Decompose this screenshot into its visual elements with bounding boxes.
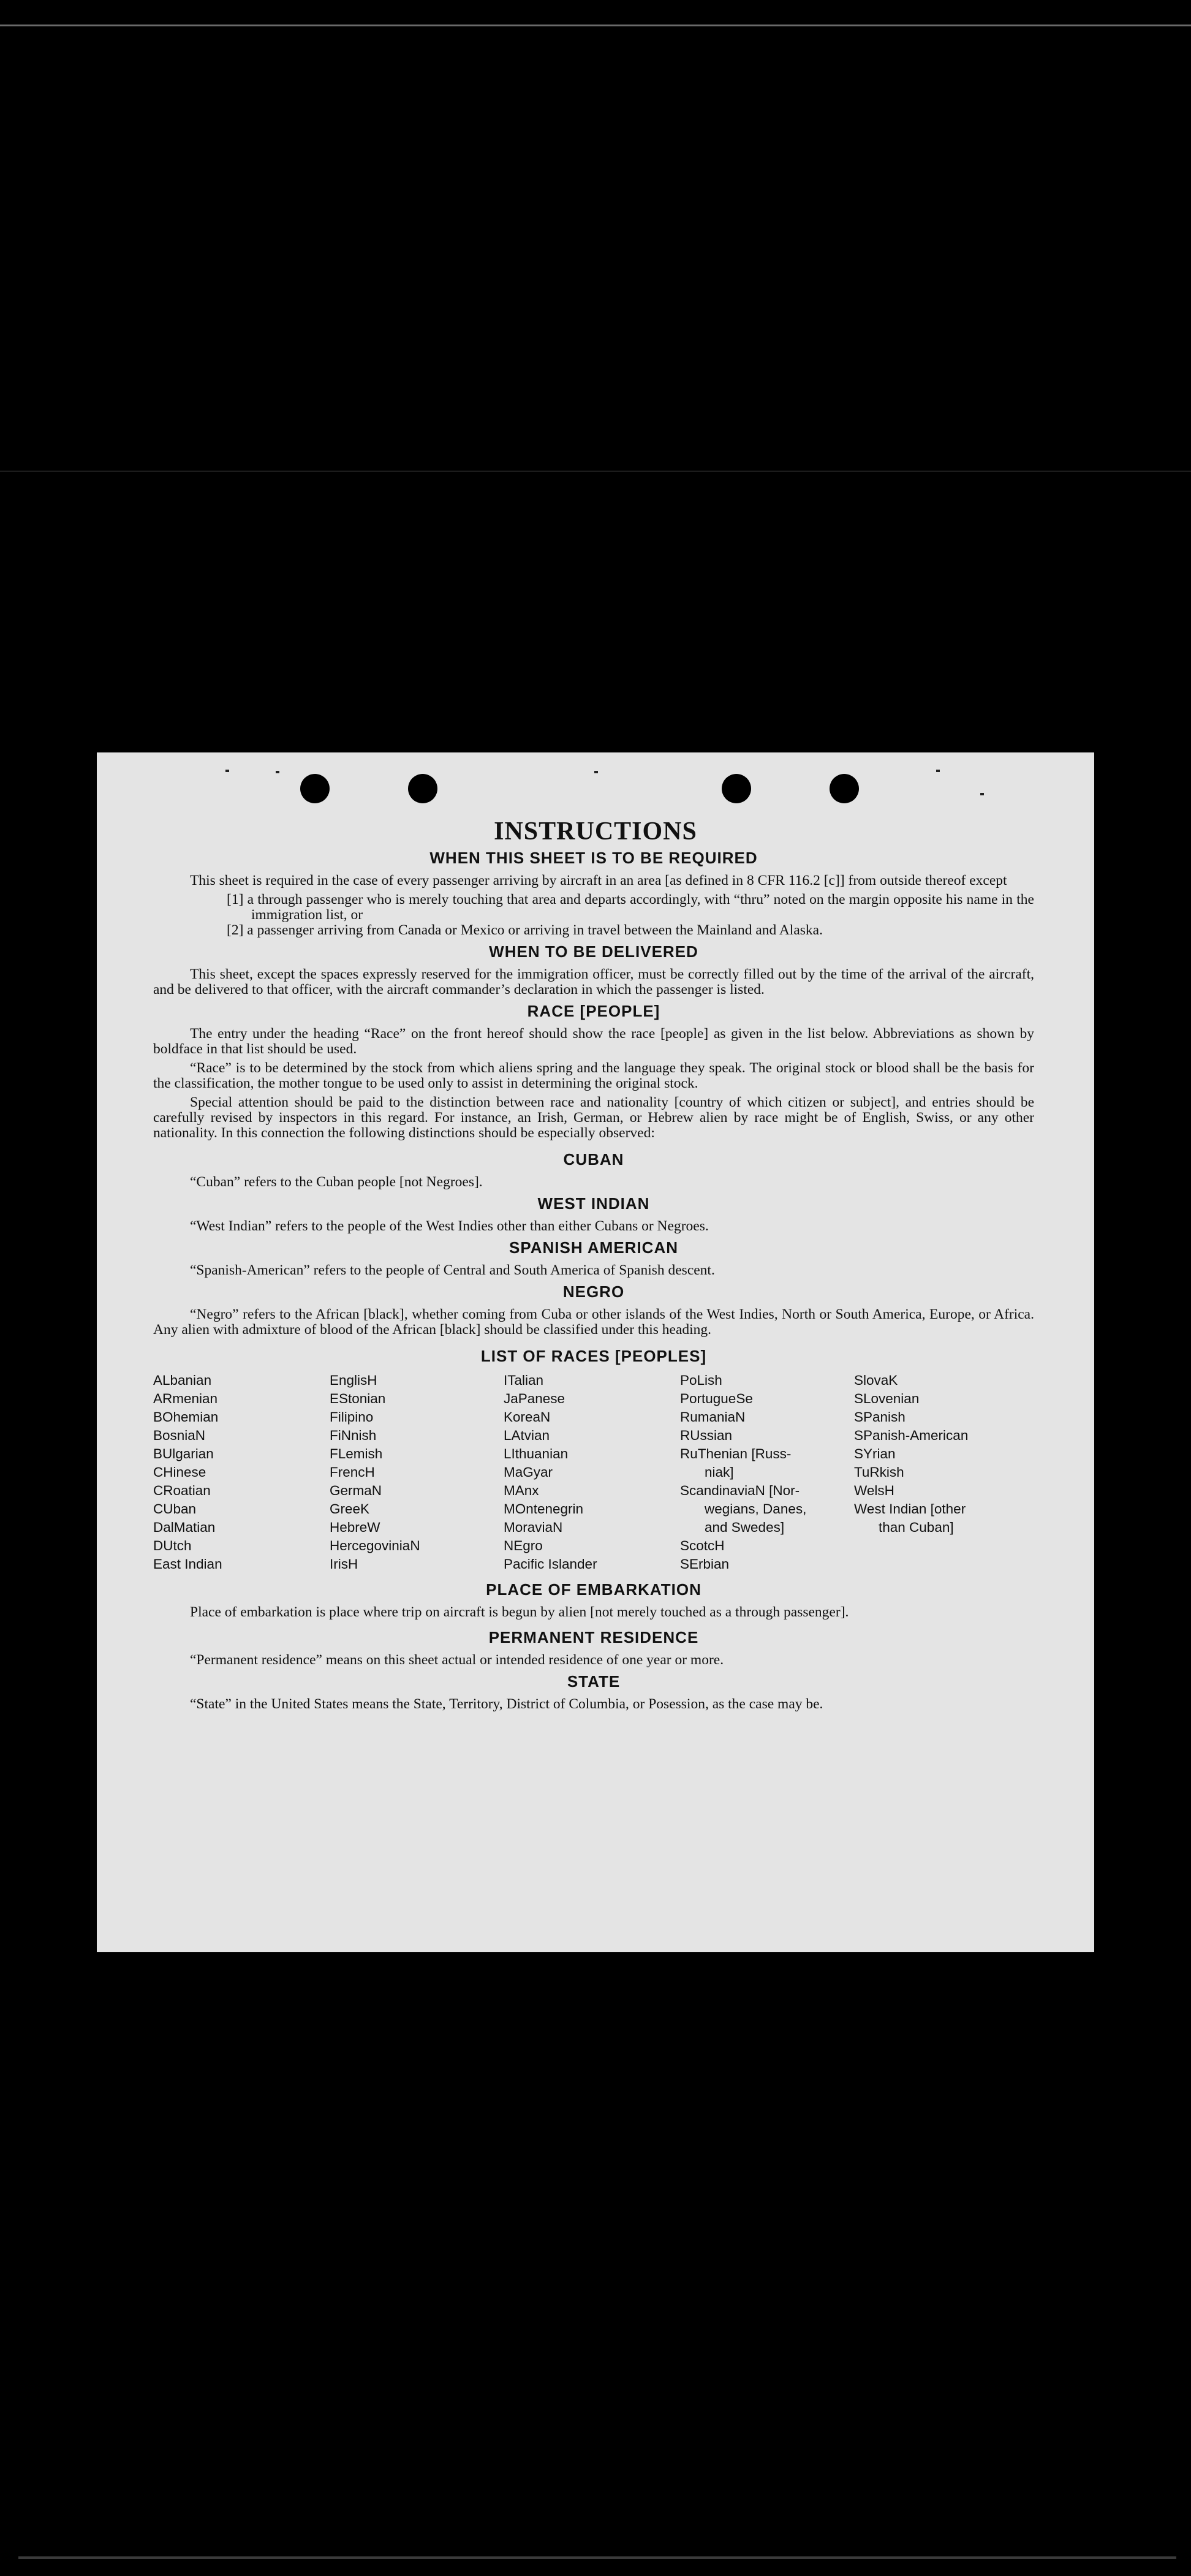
race-entry: TuRkish bbox=[854, 1464, 904, 1480]
section-heading-races-list: LIST OF RACES [PEOPLES] bbox=[480, 1347, 707, 1365]
west-indian-text: “West Indian” refers to the people of the West Indies other than either Cubans or Negroes. bbox=[190, 1218, 709, 1234]
section-heading-race: RACE [PEOPLE] bbox=[527, 1002, 660, 1020]
race-entry: SPanish-American bbox=[854, 1428, 969, 1443]
race-entry: ScandinaviaN [Nor- bbox=[680, 1483, 800, 1498]
section-heading-negro: NEGRO bbox=[562, 1282, 625, 1301]
race-entry: West Indian [other bbox=[854, 1501, 966, 1517]
race-entry: SYrian bbox=[854, 1446, 896, 1461]
race-entry: HercegoviniaN bbox=[330, 1538, 420, 1553]
race-entry: CUban bbox=[153, 1501, 197, 1517]
race-entry: and Swedes] bbox=[705, 1520, 785, 1535]
section-heading-residence: PERMANENT RESIDENCE bbox=[488, 1628, 699, 1646]
race-entry: LIthuanian bbox=[504, 1446, 569, 1461]
race-entry: LAtvian bbox=[504, 1428, 550, 1443]
race-entry: MAnx bbox=[504, 1483, 539, 1498]
race-entry: HebreW bbox=[330, 1520, 380, 1535]
race-entry: CRoatian bbox=[153, 1483, 211, 1498]
instruction-sheet bbox=[97, 752, 1094, 1952]
race-entry: IrisH bbox=[330, 1556, 358, 1572]
section-heading-required: WHEN THIS SHEET IS TO BE REQUIRED bbox=[429, 849, 758, 867]
section-heading-delivered: WHEN TO BE DELIVERED bbox=[489, 942, 698, 961]
cuban-text: “Cuban” refers to the Cuban people [not Negroes]. bbox=[190, 1174, 483, 1190]
film-edge-line bbox=[0, 471, 1191, 472]
film-speck bbox=[594, 771, 598, 773]
race-entry: BosniaN bbox=[153, 1428, 206, 1443]
race-entry: than Cuban] bbox=[879, 1520, 954, 1535]
race-entry: RumaniaN bbox=[680, 1409, 746, 1425]
race-entry: NEgro bbox=[504, 1538, 543, 1553]
state-text: “State” in the United States means the State, Territory, District of Columbia, or Posession, as the case may be. bbox=[190, 1696, 823, 1712]
race-entry: GreeK bbox=[330, 1501, 370, 1517]
races-column bbox=[330, 1371, 504, 1574]
delivered-text: This sheet, except the spaces expressly reserved for the immigration officer, must be correctly filled out by the time of the arrival of the aircraft, and be delivered to that officer, with the aircraft commander’s declaration in which the passenger is listed. bbox=[153, 966, 1034, 998]
races-column bbox=[680, 1371, 854, 1574]
race-entry: FiNnish bbox=[330, 1428, 377, 1443]
race-paragraph-3: Special attention should be paid to the distinction between race and nationality [country of which citizen or subject], and entries should be carefully revised by inspectors in this regard. For instance, an Irish, German, or Hebrew alien by race might be of English, Swiss, or any other nationality. In this connection the following distinctions should be especially observed: bbox=[153, 1094, 1034, 1141]
race-paragraph-1: The entry under the heading “Race” on the front hereof should show the race [people] as given in the list below. Abbreviations as shown by boldface in that list should be used. bbox=[153, 1026, 1034, 1057]
race-entry: ScotcH bbox=[680, 1538, 725, 1553]
required-exception-2: [2] a passenger arriving from Canada or Mexico or arriving in travel between the Mainland and Alaska. bbox=[227, 922, 823, 938]
negro-text: “Negro” refers to the African [black], whether coming from Cuba or other islands of the West Indies, North or South America, Europe, or Africa. Any alien with admixture of blood of the African [black] should be classified under this heading. bbox=[153, 1306, 1034, 1338]
residence-text: “Permanent residence” means on this sheet actual or intended residence of one year or more. bbox=[190, 1652, 724, 1668]
race-entry: PoLish bbox=[680, 1373, 722, 1388]
race-entry: MoraviaN bbox=[504, 1520, 563, 1535]
race-paragraph-2: “Race” is to be determined by the stock from which aliens spring and the language they speak. The original stock or blood shall be the basis for the classification, the mother tongue to be used only to assist in determining the original stock. bbox=[153, 1060, 1034, 1091]
film-speck bbox=[980, 793, 984, 795]
film-speck bbox=[225, 770, 229, 772]
race-entry: PortugueSe bbox=[680, 1391, 753, 1406]
race-entry: wegians, Danes, bbox=[705, 1501, 807, 1517]
race-entry: JaPanese bbox=[504, 1391, 565, 1406]
section-heading-cuban: CUBAN bbox=[563, 1150, 624, 1169]
race-entry: Pacific Islander bbox=[504, 1556, 597, 1572]
race-entry: ITalian bbox=[504, 1373, 544, 1388]
race-entry: ALbanian bbox=[153, 1373, 212, 1388]
required-intro: This sheet is required in the case of every passenger arriving by aircraft in an area [as defined in 8 CFR 116.2 [c]] from outside thereof except bbox=[190, 873, 1007, 888]
race-entry: East Indian bbox=[153, 1556, 222, 1572]
race-entry: RUssian bbox=[680, 1428, 733, 1443]
race-entry: EStonian bbox=[330, 1391, 386, 1406]
section-heading-state: STATE bbox=[567, 1672, 621, 1691]
race-entry: Filipino bbox=[330, 1409, 374, 1425]
instructions-body bbox=[153, 850, 1034, 1716]
race-entry: BOhemian bbox=[153, 1409, 219, 1425]
page-title: INSTRUCTIONS bbox=[494, 817, 697, 846]
race-entry: DalMatian bbox=[153, 1520, 216, 1535]
punch-hole bbox=[300, 774, 330, 803]
punch-hole bbox=[408, 774, 437, 803]
punch-hole bbox=[830, 774, 859, 803]
race-entry: DUtch bbox=[153, 1538, 192, 1553]
race-entry: SPanish bbox=[854, 1409, 906, 1425]
race-entry: MOntenegrin bbox=[504, 1501, 584, 1517]
film-edge-top bbox=[0, 25, 1191, 26]
races-list bbox=[153, 1371, 1034, 1574]
race-entry: ARmenian bbox=[153, 1391, 218, 1406]
race-entry: CHinese bbox=[153, 1464, 206, 1480]
races-column bbox=[854, 1371, 1038, 1574]
required-exception-1: [1] a through passenger who is merely touching that area and departs accordingly, with “thru” noted on the margin opposite his name in the immigration list, or bbox=[227, 892, 1034, 923]
race-entry: WelsH bbox=[854, 1483, 894, 1498]
race-entry: SlovaK bbox=[854, 1373, 898, 1388]
section-heading-west-indian: WEST INDIAN bbox=[537, 1194, 650, 1213]
race-entry: SErbian bbox=[680, 1556, 730, 1572]
film-speck bbox=[936, 770, 940, 772]
spanish-american-text: “Spanish-American” refers to the people of Central and South America of Spanish descent. bbox=[190, 1262, 715, 1278]
race-entry: niak] bbox=[705, 1464, 734, 1480]
races-column bbox=[504, 1371, 680, 1574]
film-speck bbox=[276, 771, 279, 773]
race-entry: MaGyar bbox=[504, 1464, 553, 1480]
section-heading-spanish-american: SPANISH AMERICAN bbox=[509, 1238, 678, 1257]
race-entry: KoreaN bbox=[504, 1409, 551, 1425]
film-edge-bottom bbox=[18, 2556, 1176, 2559]
race-entry: EnglisH bbox=[330, 1373, 377, 1388]
race-entry: RuThenian [Russ- bbox=[680, 1446, 792, 1461]
race-entry: FLemish bbox=[330, 1446, 383, 1461]
section-heading-embarkation: PLACE OF EMBARKATION bbox=[486, 1580, 701, 1599]
race-entry: GermaN bbox=[330, 1483, 382, 1498]
embarkation-text: Place of embarkation is place where trip on aircraft is begun by alien [not merely touched as a through passenger]. bbox=[190, 1604, 849, 1620]
race-entry: BUlgarian bbox=[153, 1446, 214, 1461]
punch-hole bbox=[722, 774, 751, 803]
race-entry: FrencH bbox=[330, 1464, 375, 1480]
races-column bbox=[153, 1371, 330, 1574]
race-entry: SLovenian bbox=[854, 1391, 920, 1406]
